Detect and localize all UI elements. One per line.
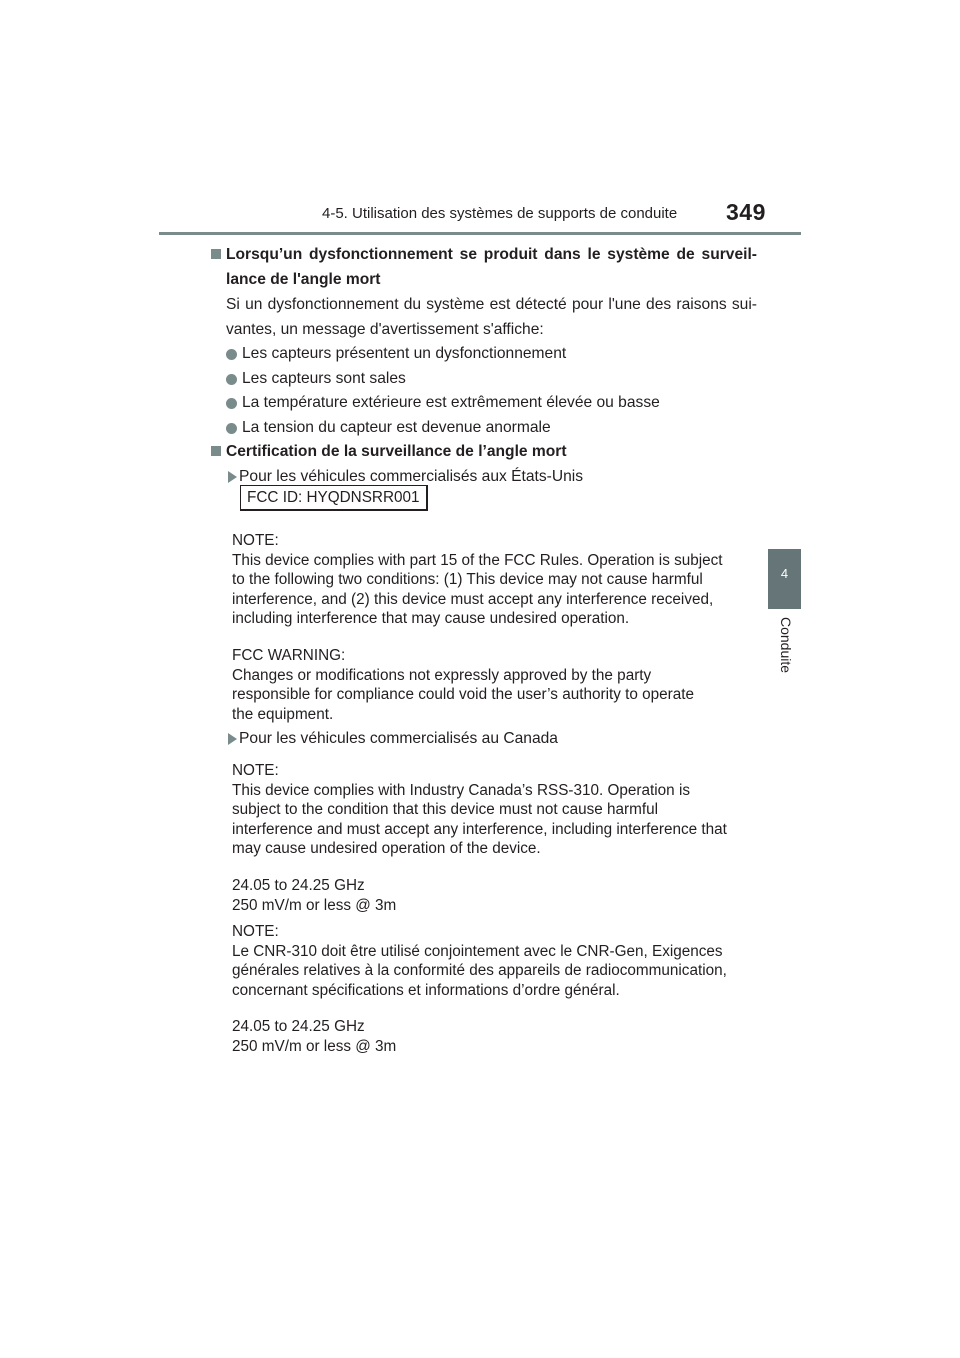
page-number: 349 [726, 199, 766, 225]
circle-bullet-icon [226, 423, 237, 434]
note-line: This device complies with part 15 of the FCC Rules. Operation is subject [232, 551, 723, 569]
note-title: NOTE: [232, 532, 279, 549]
ic-note-en-block [232, 761, 752, 859]
list-item [226, 367, 757, 392]
fcc-id-box: FCC ID: HYQDNSRR001 [240, 485, 428, 511]
us-market-text: Pour les véhicules commercialisés aux États-Unis [239, 467, 584, 485]
arrow-right-icon [228, 471, 237, 483]
fcc-warning-block [232, 646, 752, 724]
malfunction-intro: Si un dysfonctionnement du système est détecté pour l'une des raisons sui-vantes, un message d'avertissement s'affiche: [226, 296, 757, 338]
list-item-text: Les capteurs sont sales [242, 369, 406, 387]
warning-line: the equipment. [232, 705, 334, 723]
note-line: subject to the condition that this device must not cause harmful [232, 801, 658, 818]
field-strength: 250 mV/m or less @ 3m [232, 896, 397, 914]
frequency-range: 24.05 to 24.25 GHz [232, 877, 365, 894]
circle-bullet-icon [226, 398, 237, 409]
note-line: may cause undesired operation of the device. [232, 840, 541, 857]
note-line: Le CNR-310 doit être utilisé conjointement avec le CNR-Gen, Exigences [232, 942, 723, 960]
note-line: This device complies with Industry Canada’s RSS-310. Operation is [232, 781, 690, 799]
note-line: générales relatives à la conformité des appareils de radiocommunication, [232, 962, 727, 979]
canada-market-label [211, 727, 757, 751]
note-line: to the following two conditions: (1) This device may not cause harmful [232, 571, 703, 588]
note-title: NOTE: [232, 762, 279, 779]
list-item [226, 416, 757, 441]
section-heading-text: Lorsqu’un dysfonctionnement se produit dans le système de surveil-lance de l'angle mort [226, 246, 757, 288]
main-content [211, 243, 757, 489]
running-header: 4-5. Utilisation des systèmes de supports de conduite [322, 205, 678, 222]
canada-market-text: Pour les véhicules commercialisés au Canada [239, 730, 558, 747]
list-item [226, 342, 757, 367]
section-heading-certification [211, 440, 757, 465]
list-item-text: La température extérieure est extrêmement élevée ou basse [242, 394, 660, 411]
list-item-text: Les capteurs présentent un dysfonctionnement [242, 345, 567, 362]
ic-note-fr-block [232, 922, 752, 1000]
chapter-tab: 4 [768, 549, 801, 609]
list-item [226, 391, 757, 416]
fcc-note-block [232, 531, 752, 629]
warning-title: FCC WARNING: [232, 647, 346, 664]
square-bullet-icon [211, 446, 221, 456]
warning-line: responsible for compliance could void the user’s authority to operate [232, 686, 695, 703]
arrow-right-icon [228, 733, 237, 745]
warning-line: Changes or modifications not expressly approved by the party [232, 666, 652, 684]
section-heading-text: Certification de la surveillance de l’angle mort [226, 443, 567, 460]
note-title: NOTE: [232, 923, 279, 940]
square-bullet-icon [211, 249, 221, 259]
canada-market-row [211, 727, 757, 751]
note-line: interference and must accept any interference, including interference that [232, 820, 727, 838]
frequency-block-2 [232, 1017, 752, 1056]
section-heading-malfunction [211, 243, 757, 292]
chapter-label: Conduite [778, 617, 794, 674]
circle-bullet-icon [226, 374, 237, 385]
frequency-block-1 [232, 876, 752, 915]
circle-bullet-icon [226, 349, 237, 360]
note-line: concernant spécifications et informations d’ordre général. [232, 981, 620, 999]
field-strength: 250 mV/m or less @ 3m [232, 1037, 397, 1055]
list-item-text: La tension du capteur est devenue anormale [242, 418, 551, 436]
note-line: interference, and (2) this device must accept any interference received, [232, 590, 714, 608]
note-line: including interference that may cause undesired operation. [232, 610, 630, 627]
frequency-range: 24.05 to 24.25 GHz [232, 1018, 365, 1035]
header-rule [159, 232, 801, 235]
